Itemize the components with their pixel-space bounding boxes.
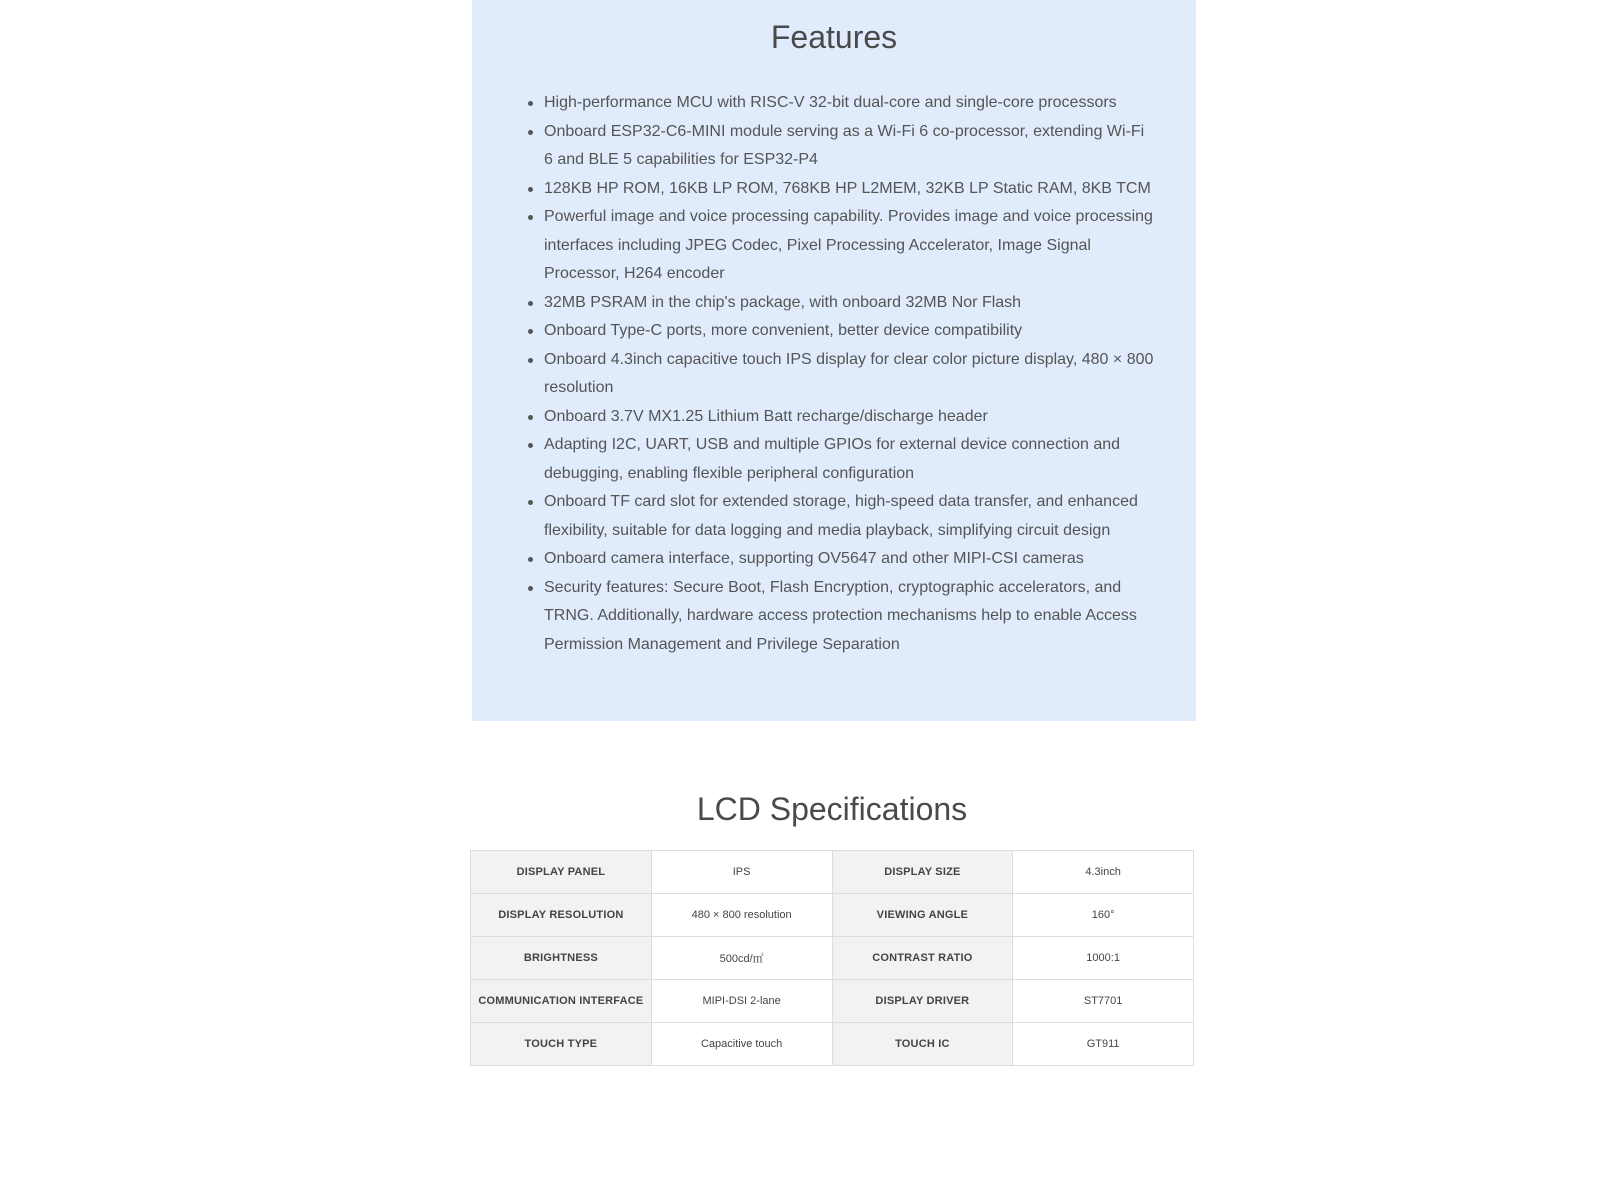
- features-list: [544, 89, 1154, 659]
- feature-item: Onboard camera interface, supporting OV5647 and other MIPI-CSI cameras: [544, 545, 1154, 574]
- feature-item: Adapting I2C, UART, USB and multiple GPIOs for external device connection and debugging, enabling flexible peripheral configuration: [544, 431, 1154, 488]
- table-row: [471, 937, 1194, 980]
- spec-label: VIEWING ANGLE: [832, 894, 1013, 937]
- feature-item: Onboard 3.7V MX1.25 Lithium Batt recharge/discharge header: [544, 403, 1154, 432]
- feature-item: Security features: Secure Boot, Flash Encryption, cryptographic accelerators, and TRNG. Additionally, hardware access protection mechanisms help to enable Access Permission Management and Privilege Separation: [544, 574, 1154, 660]
- table-row: [471, 851, 1194, 894]
- spec-value: GT911: [1013, 1023, 1194, 1066]
- spec-label: DISPLAY SIZE: [832, 851, 1013, 894]
- feature-item: Onboard Type-C ports, more convenient, better device compatibility: [544, 317, 1154, 346]
- feature-item: Powerful image and voice processing capability. Provides image and voice processing interfaces including JPEG Codec, Pixel Processing Accelerator, Image Signal Processor, H264 encoder: [544, 203, 1154, 289]
- spec-value: 1000:1: [1013, 937, 1194, 980]
- spec-label: COMMUNICATION INTERFACE: [471, 980, 652, 1023]
- spec-label: CONTRAST RATIO: [832, 937, 1013, 980]
- spec-label: BRIGHTNESS: [471, 937, 652, 980]
- feature-item: Onboard ESP32-C6-MINI module serving as a Wi-Fi 6 co-processor, extending Wi-Fi 6 and BLE 5 capabilities for ESP32-P4: [544, 118, 1154, 175]
- features-panel: [472, 0, 1196, 721]
- spec-label: DISPLAY DRIVER: [832, 980, 1013, 1023]
- spec-value: 480 × 800 resolution: [651, 894, 832, 937]
- spec-value: 160°: [1013, 894, 1194, 937]
- lcd-specifications-title: LCD Specifications: [696, 791, 968, 827]
- spec-value: 500cd/㎡: [651, 937, 832, 980]
- feature-item: Onboard 4.3inch capacitive touch IPS display for clear color picture display, 480 × 800 resolution: [544, 346, 1154, 403]
- spec-value: 4.3inch: [1013, 851, 1194, 894]
- spec-label: TOUCH TYPE: [471, 1023, 652, 1066]
- feature-item: 32MB PSRAM in the chip's package, with onboard 32MB Nor Flash: [544, 289, 1154, 318]
- spec-value: IPS: [651, 851, 832, 894]
- lcd-spec-table: [470, 850, 1194, 1066]
- spec-value: MIPI-DSI 2-lane: [651, 980, 832, 1023]
- spec-value: Capacitive touch: [651, 1023, 832, 1066]
- spec-value: ST7701: [1013, 980, 1194, 1023]
- spec-label: TOUCH IC: [832, 1023, 1013, 1066]
- table-row: [471, 1023, 1194, 1066]
- feature-item: 128KB HP ROM, 16KB LP ROM, 768KB HP L2MEM, 32KB LP Static RAM, 8KB TCM: [544, 175, 1154, 204]
- table-row: [471, 894, 1194, 937]
- spec-label: DISPLAY PANEL: [471, 851, 652, 894]
- table-row: [471, 980, 1194, 1023]
- feature-item: Onboard TF card slot for extended storage, high-speed data transfer, and enhanced flexibility, suitable for data logging and media playback, simplifying circuit design: [544, 488, 1154, 545]
- features-title: Features: [770, 19, 898, 55]
- spec-label: DISPLAY RESOLUTION: [471, 894, 652, 937]
- feature-item: High-performance MCU with RISC-V 32-bit dual-core and single-core processors: [544, 89, 1154, 118]
